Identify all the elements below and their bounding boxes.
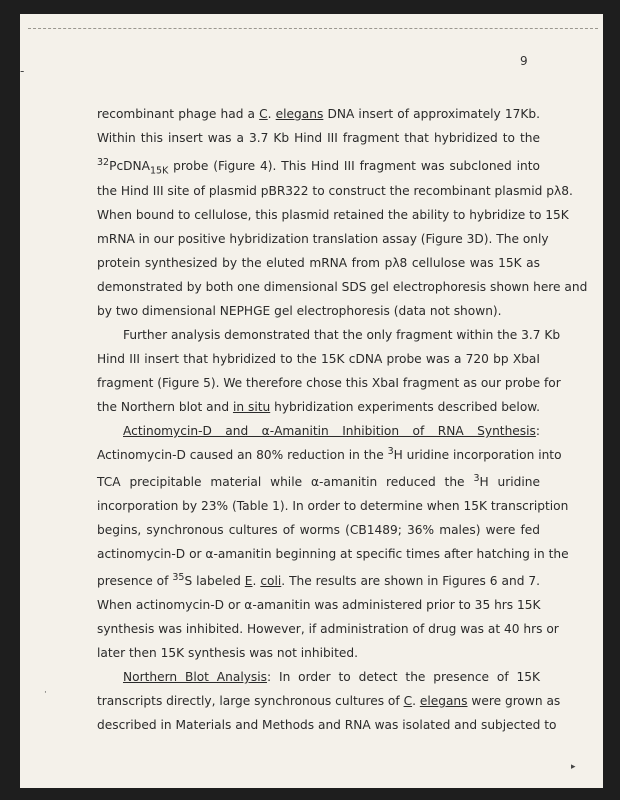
text-line: recombinant phage had a C. elegans DNA insert of approximately 17Kb. <box>97 107 540 121</box>
page-number: 9 <box>520 54 528 68</box>
page-edge-line <box>28 28 598 29</box>
text-line: Within this insert was a 3.7 Kb Hind III fragment that hybridized to the <box>97 131 540 145</box>
text-line: demonstrated by both one dimensional SDS gel electrophoresis shown here and <box>97 280 588 294</box>
text-line: When bound to cellulose, this plasmid retained the ability to hybridize to 15K <box>97 208 569 222</box>
section-heading: Northern Blot Analysis <box>123 670 268 684</box>
text-line: When actinomycin-D or α-amanitin was administered prior to 35 hrs 15K <box>97 598 541 612</box>
text-line: described in Materials and Methods and RNA was isolated and subjected to <box>97 718 557 732</box>
text-line: later then 15K synthesis was not inhibited. <box>97 646 358 660</box>
text-line: the Northern blot and in situ hybridization experiments described below. <box>97 400 540 414</box>
text-line: mRNA in our positive hybridization translation assay (Figure 3D). The only <box>97 232 549 246</box>
text-line: fragment (Figure 5). We therefore chose this XbaI fragment as our probe for <box>97 376 561 390</box>
document-page <box>20 14 603 788</box>
text-line: incorporation by 23% (Table 1). In order to determine when 15K transcription <box>97 499 569 513</box>
section-heading-line: Actinomycin-D and α-Amanitin Inhibition of RNA Synthesis: <box>123 424 540 438</box>
text-line: presence of $^{35}$S labeled E. coli. The results are shown in Figures 6 and 7. <box>97 571 540 588</box>
text-line: TCA precipitable material while α-amanitin reduced the $^3$H uridine <box>97 472 540 489</box>
text-line: transcripts directly, large synchronous cultures of C. elegans were grown as <box>97 694 561 708</box>
text-line: Actinomycin-D caused an 80% reduction in the $^3$H uridine incorporation into <box>97 445 562 462</box>
scan-speck: - <box>20 64 25 78</box>
section-heading: Actinomycin-D and α-Amanitin Inhibition of RNA Synthesis <box>123 424 536 438</box>
text-line: $^{32}$PcDNA$_{15K}$ probe (Figure 4). This Hind III fragment was subcloned into <box>97 156 540 177</box>
scan-speck: ▸ <box>571 762 576 772</box>
text-line: actinomycin-D or α-amanitin beginning at specific times after hatching in the <box>97 547 569 561</box>
text-line: synthesis was inhibited. However, if administration of drug was at 40 hrs or <box>97 622 559 636</box>
section-heading-line: Northern Blot Analysis: In order to detect the presence of 15K <box>123 670 540 684</box>
text-line: the Hind III site of plasmid pBR322 to construct the recombinant plasmid pλ8. <box>97 184 573 198</box>
text-line: protein synthesized by the eluted mRNA from pλ8 cellulose was 15K as <box>97 256 540 270</box>
text-line: Hind III insert that hybridized to the 15K cDNA probe was a 720 bp XbaI <box>97 352 540 366</box>
text-line: by two dimensional NEPHGE gel electrophoresis (data not shown). <box>97 304 502 318</box>
text-line: Further analysis demonstrated that the only fragment within the 3.7 Kb <box>123 328 561 342</box>
text-line: begins, synchronous cultures of worms (CB1489; 36% males) were fed <box>97 523 540 537</box>
scan-speck: · <box>44 688 47 698</box>
